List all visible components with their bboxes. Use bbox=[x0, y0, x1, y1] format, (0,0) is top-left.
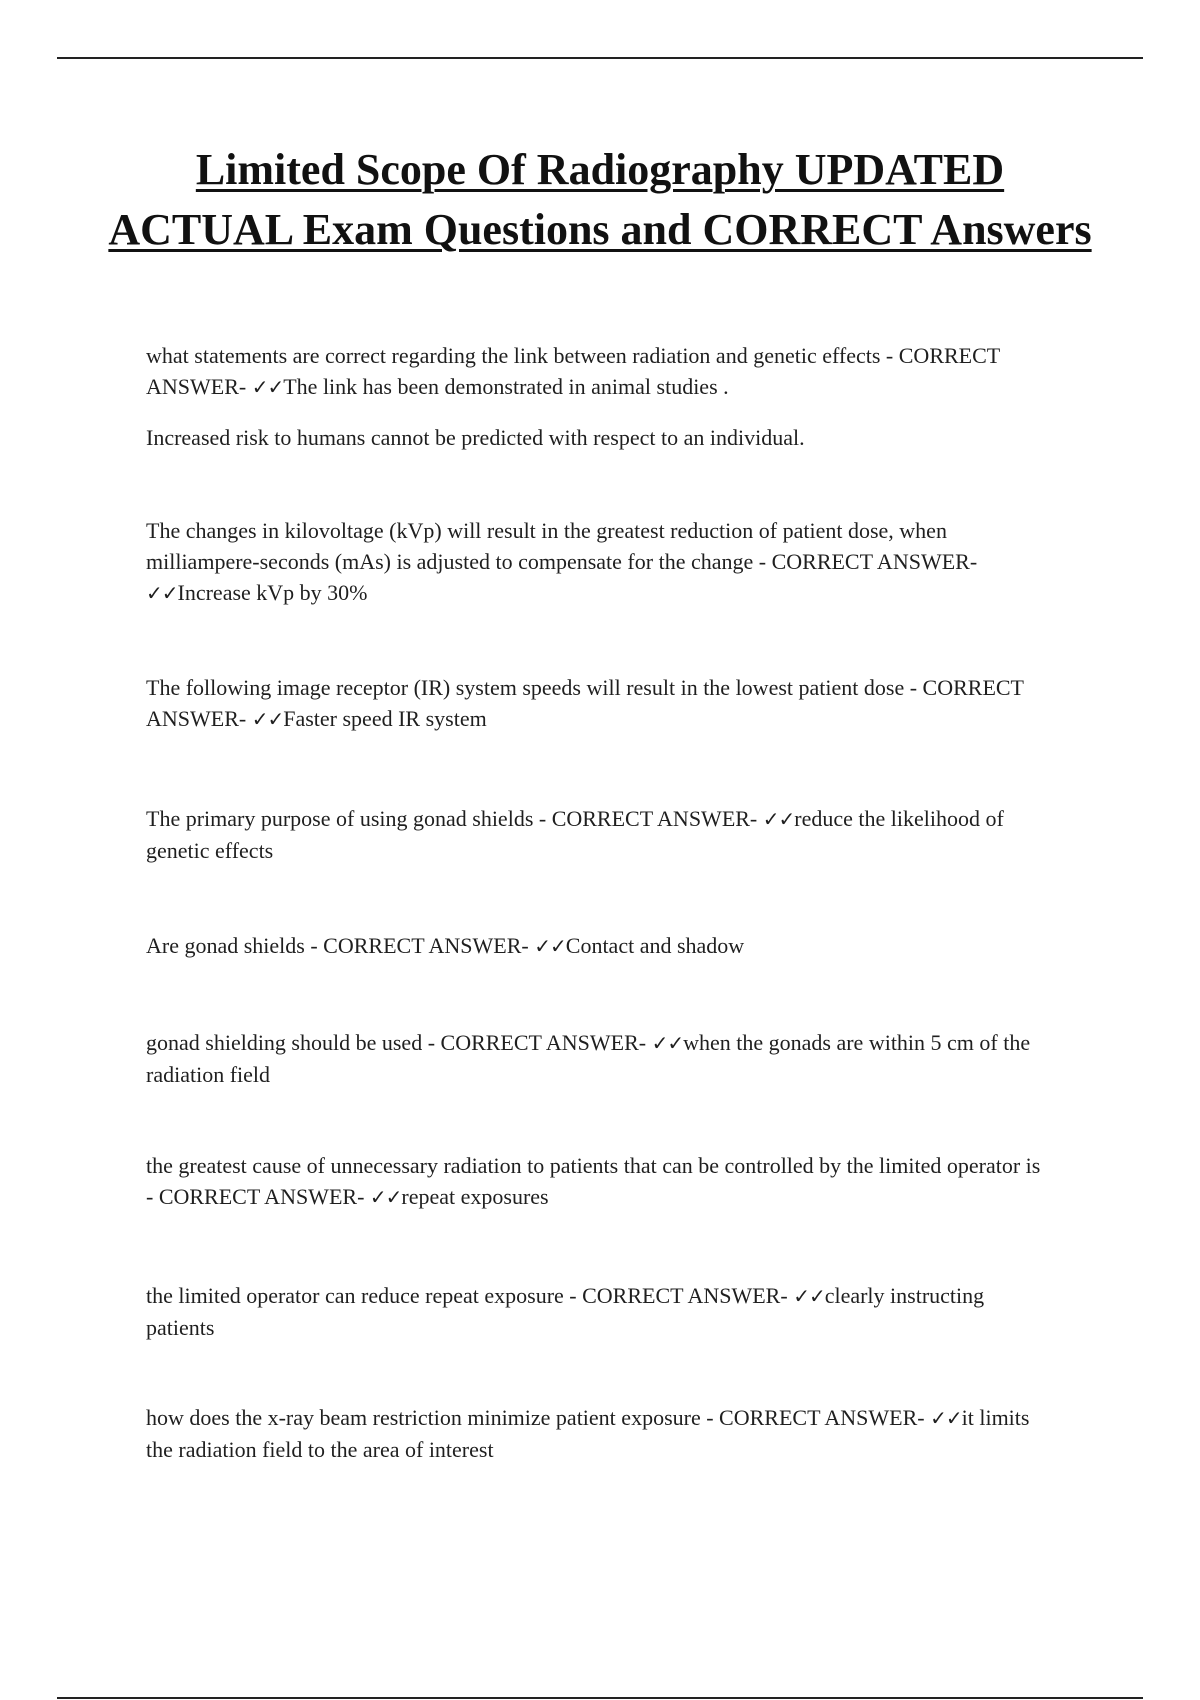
answer-text: clearly instructing patients bbox=[146, 1283, 985, 1340]
qa-item bbox=[146, 1027, 1046, 1090]
question-text: gonad shielding should be used - CORRECT ANSWER- bbox=[146, 1030, 652, 1055]
qa-item bbox=[146, 340, 1046, 403]
double-check-icon: ✓✓ bbox=[651, 1031, 684, 1055]
document-title: Limited Scope Of Radiography UPDATED ACTUAL Exam Questions and CORRECT Answers bbox=[108, 145, 1092, 254]
answer-text: Faster speed IR system bbox=[283, 706, 487, 731]
answer-text: when the gonads are within 5 cm of the radiation field bbox=[146, 1030, 1031, 1087]
bottom-rule bbox=[57, 1697, 1143, 1699]
question-text: Are gonad shields - CORRECT ANSWER- bbox=[146, 933, 535, 958]
question-text: the greatest cause of unnecessary radiation to patients that can be controlled by the limited operator is - CORRECT ANSWER- bbox=[146, 1153, 1041, 1209]
answer-text: Increase kVp by 30% bbox=[177, 580, 368, 605]
question-text: The primary purpose of using gonad shields - CORRECT ANSWER- bbox=[146, 806, 763, 831]
double-check-icon: ✓✓ bbox=[146, 581, 178, 605]
question-text: The following image receptor (IR) system speeds will result in the lowest patient dose - CORRECT ANSWER- bbox=[146, 675, 1024, 731]
qa-item bbox=[146, 1280, 1046, 1343]
top-rule bbox=[57, 57, 1143, 59]
qa-item bbox=[146, 930, 1046, 962]
qa-item bbox=[146, 672, 1046, 735]
answer-text: The link has been demonstrated in animal studies . bbox=[283, 374, 729, 399]
qa-item bbox=[146, 803, 1046, 866]
qa-item bbox=[146, 1402, 1046, 1465]
question-text: the limited operator can reduce repeat exposure - CORRECT ANSWER- bbox=[146, 1283, 794, 1308]
answer-text: reduce the likelihood of genetic effects bbox=[146, 806, 1004, 863]
double-check-icon: ✓✓ bbox=[369, 1185, 402, 1209]
double-check-icon: ✓✓ bbox=[793, 1284, 825, 1308]
double-check-icon: ✓✓ bbox=[251, 707, 284, 731]
answer-text: Contact and shadow bbox=[565, 933, 745, 958]
question-text: what statements are correct regarding the link between radiation and genetic effects - CORRECT ANSWER- bbox=[146, 343, 1000, 399]
double-check-icon: ✓✓ bbox=[534, 934, 566, 958]
note-text: Increased risk to humans cannot be predicted with respect to an individual. bbox=[146, 425, 805, 450]
qa-item bbox=[146, 1150, 1046, 1213]
qa-item bbox=[146, 515, 1046, 609]
question-text: The changes in kilovoltage (kVp) will result in the greatest reduction of patient dose, when milliampere-seconds (mAs) is adjusted to compensate for the change - CORRECT ANSWER- bbox=[146, 518, 978, 574]
double-check-icon: ✓✓ bbox=[930, 1406, 962, 1430]
qa-note bbox=[146, 422, 1046, 453]
answer-text: repeat exposures bbox=[401, 1184, 549, 1209]
double-check-icon: ✓✓ bbox=[251, 375, 284, 399]
question-text: how does the x-ray beam restriction minimize patient exposure - CORRECT ANSWER- bbox=[146, 1405, 931, 1430]
double-check-icon: ✓✓ bbox=[762, 807, 795, 831]
answer-text: it limits the radiation field to the area of interest bbox=[146, 1405, 1030, 1462]
